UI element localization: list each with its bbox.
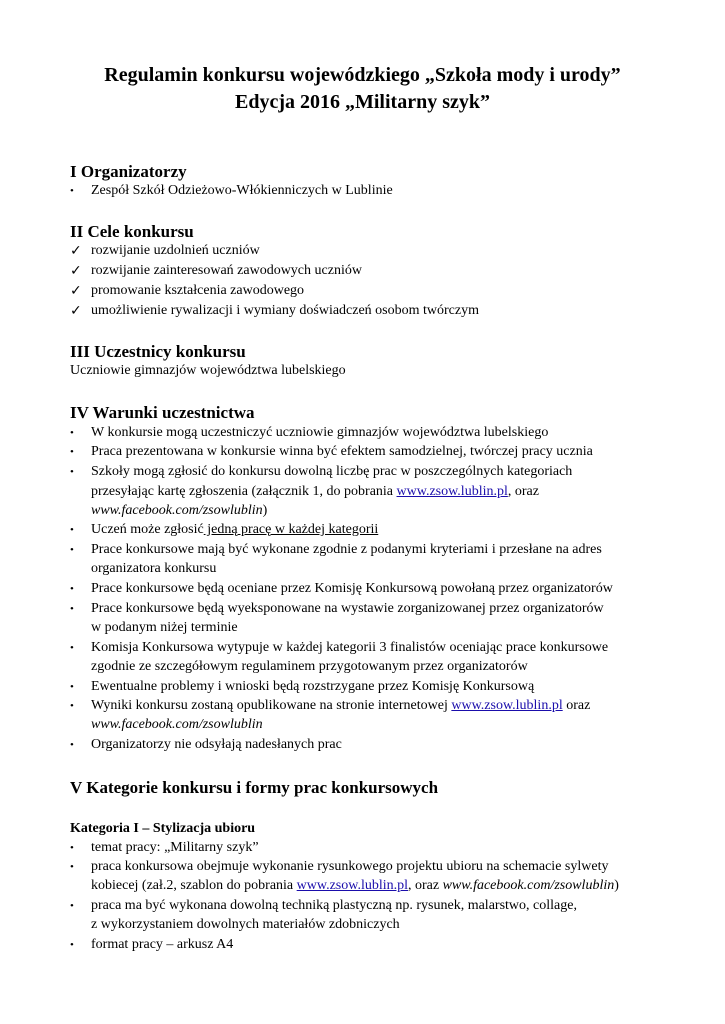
facebook-address: www.facebook.com/zsowlublin	[91, 717, 263, 732]
condition-item-continuation: przesyłając kartę zgłoszenia (załącznik 1, do pobrania www.zsow.lublin.pl, oraz	[91, 484, 539, 499]
condition-item-continuation: zgodnie ze szczegółowym regulaminem przygotowanym przez organizatorów	[91, 659, 528, 674]
section-heading-organizers: I Organizatorzy	[70, 162, 187, 181]
condition-item: Prace konkursowe będą wyeksponowane na wystawie zorganizowanej przez organizatorów	[91, 601, 604, 616]
document-subtitle: Edycja 2016 „Militarny szyk”	[235, 91, 490, 113]
website-link[interactable]: www.zsow.lublin.pl	[296, 878, 408, 893]
condition-item-continuation: organizatora konkursu	[91, 561, 217, 576]
goal-item: rozwijanie zainteresowań zawodowych uczniów	[91, 263, 362, 278]
section-heading-categories: V Kategorie konkursu i formy prac konkursowych	[70, 778, 439, 797]
category-item-continuation: z wykorzystaniem dowolnych materiałów zdobniczych	[91, 917, 400, 932]
bullet-icon: •	[70, 939, 74, 951]
checkmark-icon: ✓	[70, 263, 82, 279]
section-heading-conditions: IV Warunki uczestnictwa	[70, 403, 255, 422]
website-link[interactable]: www.zsow.lublin.pl	[396, 484, 508, 499]
condition-item: Praca prezentowana w konkursie winna być efektem samodzielnej, twórczej pracy ucznia	[91, 444, 593, 459]
category-item: temat pracy: „Militarny szyk”	[91, 840, 259, 855]
bullet-icon: •	[70, 466, 74, 478]
category-item: praca ma być wykonana dowolną techniką plastyczną np. rysunek, malarstwo, collage,	[91, 898, 577, 913]
condition-item-continuation: www.facebook.com/zsowlublin)	[91, 503, 268, 518]
bullet-icon: •	[70, 185, 74, 197]
condition-item: Ewentualne problemy i wnioski będą rozstrzygane przez Komisję Konkursową	[91, 679, 535, 694]
goal-item: promowanie kształcenia zawodowego	[91, 283, 305, 298]
bullet-icon: •	[70, 524, 74, 536]
category-item-continuation: kobiecej (zał.2, szablon do pobrania www.zsow.lublin.pl, oraz www.facebook.com/zsowlublin)	[91, 878, 619, 893]
bullet-icon: •	[70, 700, 74, 712]
checkmark-icon: ✓	[70, 303, 82, 319]
bullet-icon: •	[70, 842, 74, 854]
section-heading-goals: II Cele konkursu	[70, 222, 194, 241]
category-heading: Kategoria I – Stylizacja ubioru	[70, 821, 256, 836]
bullet-icon: •	[70, 544, 74, 556]
goal-item: rozwijanie uzdolnień uczniów	[91, 243, 260, 258]
condition-item: Szkoły mogą zgłosić do konkursu dowolną liczbę prac w poszczególnych kategoriach	[91, 464, 573, 479]
underlined-text: jedną pracę w każdej kategorii	[203, 522, 379, 537]
facebook-address: www.facebook.com/zsowlublin	[91, 503, 263, 518]
goal-item: umożliwienie rywalizacji i wymiany doświadczeń osobom twórczym	[91, 303, 480, 318]
bullet-icon: •	[70, 446, 74, 458]
bullet-icon: •	[70, 583, 74, 595]
condition-item-continuation	[91, 716, 263, 734]
category-item: praca konkursowa obejmuje wykonanie rysunkowego projektu ubioru na schemacie sylwety	[91, 859, 609, 874]
category-item: format pracy – arkusz A4	[91, 937, 234, 952]
bullet-icon: •	[70, 427, 74, 439]
organizer-item: Zespół Szkół Odzieżowo-Włókienniczych w Lublinie	[91, 183, 393, 198]
condition-item: Prace konkursowe mają być wykonane zgodnie z podanymi kryteriami i przesłane na adres	[91, 542, 602, 557]
condition-item: Komisja Konkursowa wytypuje w każdej kategorii 3 finalistów oceniając prace konkursowe	[91, 640, 609, 655]
section-heading-participants: III Uczestnicy konkursu	[70, 342, 246, 361]
checkmark-icon: ✓	[70, 283, 82, 299]
condition-item: W konkursie mogą uczestniczyć uczniowie gimnazjów województwa lubelskiego	[91, 425, 549, 440]
bullet-icon: •	[70, 642, 74, 654]
participants-text: Uczniowie gimnazjów województwa lubelskiego	[70, 363, 346, 378]
condition-item: Organizatorzy nie odsyłają nadesłanych prac	[91, 737, 342, 752]
condition-item: Uczeń może zgłosić jedną pracę w każdej kategorii	[91, 522, 379, 537]
condition-item-continuation: w podanym niżej terminie	[91, 620, 238, 635]
website-link[interactable]: www.zsow.lublin.pl	[451, 698, 563, 713]
condition-item: Wyniki konkursu zostaną opublikowane na stronie internetowej www.zsow.lublin.pl oraz	[91, 698, 591, 713]
bullet-icon: •	[70, 861, 74, 873]
bullet-icon: •	[70, 900, 74, 912]
bullet-icon: •	[70, 603, 74, 615]
document-title: Regulamin konkursu wojewódzkiego „Szkoła mody i urody”	[104, 64, 621, 86]
facebook-address: www.facebook.com/zsowlublin	[442, 878, 615, 893]
condition-item: Prace konkursowe będą oceniane przez Komisję Konkursową powołaną przez organizatorów	[91, 581, 613, 596]
checkmark-icon: ✓	[70, 243, 82, 259]
bullet-icon: •	[70, 739, 74, 751]
bullet-icon: •	[70, 681, 74, 693]
